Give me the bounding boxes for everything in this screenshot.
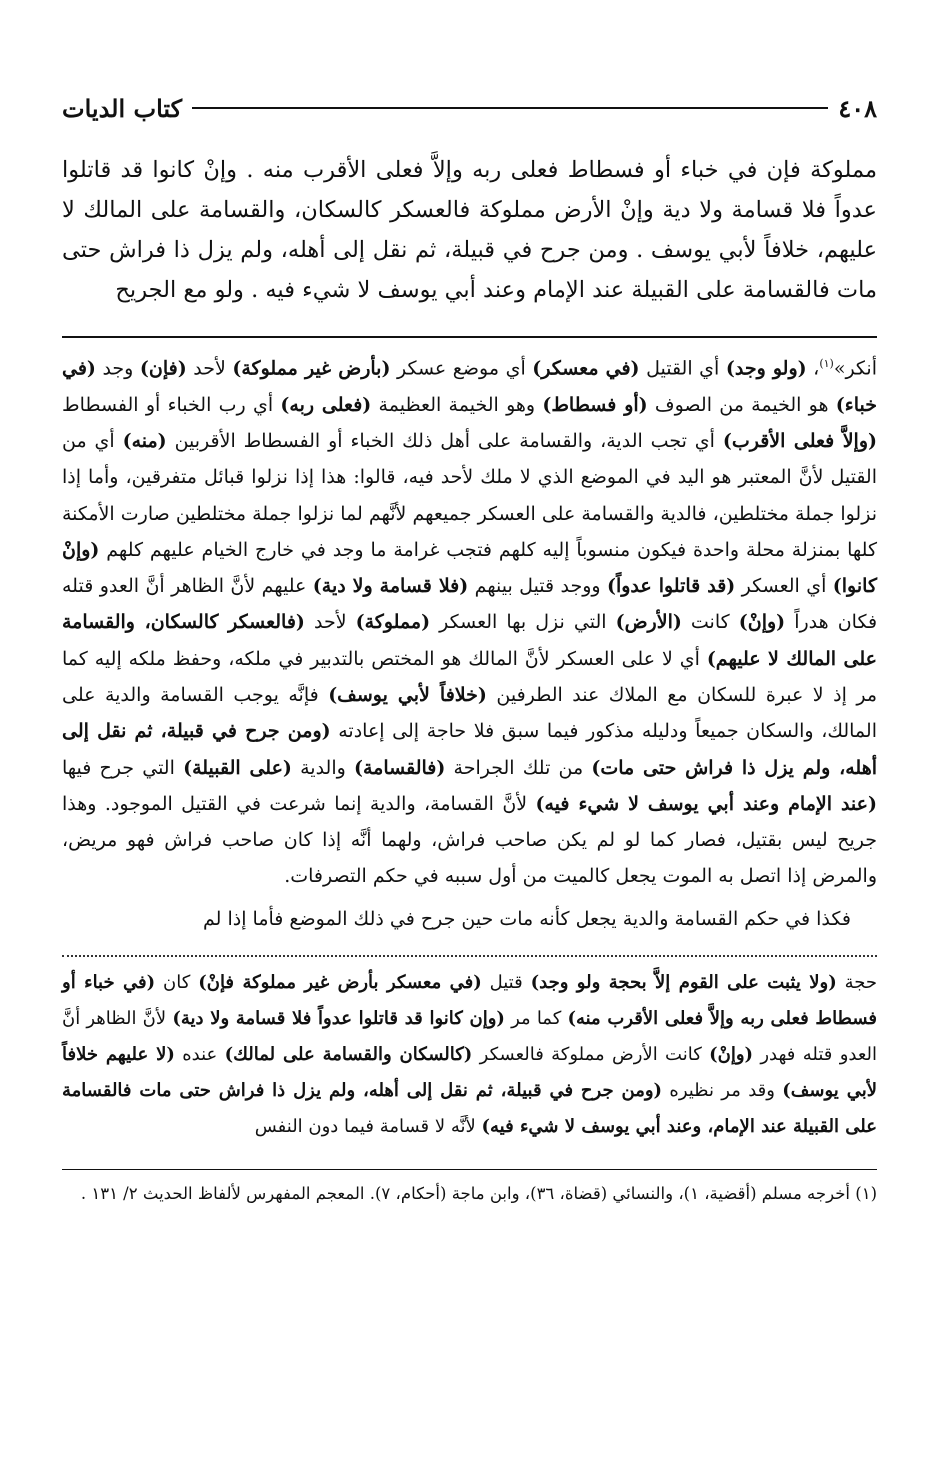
quoted-matn: (قد قاتلوا عدواً) [606,575,736,598]
main-commentary-separator [62,336,877,338]
quoted-matn: (ولا يثبت على القوم إلاَّ بحجة ولو وجد) [530,972,837,994]
quoted-matn: (منه) [122,429,167,452]
main-text [62,150,877,310]
quoted-matn: (فالقسامة) [354,756,446,779]
text-run: أي تجب الدية، والقسامة على أهل ذلك الخباء أو الفسطاط الأقربين [166,429,723,452]
text-run: أي رب الخباء أو الفسطاط [62,393,281,416]
text-run: ، [806,357,820,380]
quoted-matn: (الأرض) [615,611,682,634]
quoted-matn: (كالسكان والقسامة على لمالك) [224,1044,473,1066]
dotted-separator [62,955,877,957]
text-run: أي موضع عسكر [390,357,533,380]
header-rule [192,107,828,109]
quoted-matn: (ولو وجد) [725,357,807,380]
quoted-matn: (في خباء) [62,357,877,416]
page-number: ٤٠٨ [838,93,877,123]
quoted-matn: (أو فسطاط) [542,393,648,416]
quoted-matn: (وإنْ) [738,611,786,634]
commentary [62,346,877,937]
quoted-matn: (لا عليهم خلافاً لأبي يوسف) [62,1044,877,1102]
footnote-1: (١) أخرجه مسلم (أقضية، ١)، والنسائي (قضاة، ٣٦)، وابن ماجة (أحكام، ٧). المعجم المفهرس لألفاظ الحديث ٢/ ١٣١ . [80,1184,877,1204]
quoted-matn: (عند الإمام وعند أبي يوسف لا شيء فيه) [535,792,877,815]
gloss [62,965,877,1145]
gloss-paragraph [62,965,877,1145]
quoted-matn: (مملوكة) [355,611,431,634]
text-run: عليهم لأنَّ الظاهر أنَّ العدو قتله فكان هدراً [62,575,878,634]
text-run: قتيل [481,972,531,994]
quoted-matn: (فإن) [139,357,187,380]
text-run: حجة [836,972,878,994]
text-run: كان [155,972,199,994]
text-run: فإنَّه يوجب القسامة والدية على المالك، والسكان جميعاً ودليله مذكور فيما سبق فلا حاجة إلى إعادته [62,684,877,743]
quoted-matn: (وإن كانوا قد قاتلوا عدواً فلا قسامة ولا دية) [172,1008,505,1030]
quoted-matn: (وإلاَّ فعلى الأقرب) [722,429,877,452]
text-run: كما مر [504,1008,568,1030]
text-run: أي العسكر [735,575,833,598]
text-run: من تلك الجراحة [445,756,592,779]
quoted-matn: (ومن جرح في قبيلة، ثم نقل إلى أهله، ولم يزل ذا فراش حتى مات فالقسامة على القبيلة عند الإمام، وعند أبي يوسف لا شيء فيه) [62,1080,877,1138]
text-run: لأحد [304,611,356,634]
text-run: هو الخيمة من الصوف [647,393,836,416]
footnote-separator [62,1169,877,1170]
main-paragraph: مملوكة فإن في خباء أو فسطاط فعلى ربه وإلاَّ فعلى الأقرب منه . وإنْ كانوا قد قاتلوا عدواً فلا قسامة ولا دية وإنْ الأرض مملوكة فالعسكر كالسكان، والقسامة على المالك لا عليهم، خلافاً لأبي يوسف . ومن جرح في قبيلة، ثم نقل إلى أهله، ولم يزل ذا فراش حتى مات فالقسامة على القبيلة عند الإمام وعند أبي يوسف لا شيء فيه . ولو مع الجريح [62,157,877,303]
quoted-matn: (في خباء أو فسطاط فعلى ربه وإلاَّ فعلى الأقرب منه) [62,972,877,1030]
commentary-paragraph [62,346,877,895]
text-run: التي جرح فيها [62,756,184,779]
quoted-matn: (ومن جرح في قبيلة، ثم نقل إلى أهله، ولم يزل ذا فراش حتى مات) [62,720,878,779]
text-run: وهو الخيمة العظيمة [371,393,543,416]
quoted-matn: (بأرض غير مملوكة) [232,357,391,380]
book-page [62,88,877,1210]
quoted-matn: (وإنْ كانوا) [62,538,877,598]
quoted-matn: (على القبيلة) [183,756,292,779]
text-run: ووجد قتيل بينهم [468,575,607,598]
text-run: كانت الأرض مملوكة فالعسكر [472,1044,710,1066]
text-run: عنده [174,1044,225,1066]
quoted-matn: (خلافاً لأبي يوسف) [328,684,487,706]
quoted-matn: (فالعسكر كالسكان، والقسامة على المالك لا عليهم) [62,611,877,670]
text-run: وقد مر نظيره [662,1080,783,1102]
text-run: التي نزل بها العسكر [430,611,616,634]
quoted-matn: (فلا قسامة ولا دية) [312,575,469,598]
quoted-matn: (في معسكر بأرض غير مملوكة فإنْ) [198,972,482,994]
text-run: كانت [681,611,739,634]
quoted-matn: (فعلى ربه) [280,393,372,416]
quoted-matn: (في معسكر) [532,357,640,380]
text-run: لأنَّه لا قسامة فيما دون النفس [254,1116,482,1138]
footnote-ref: (١) [819,357,834,370]
commentary-paragraph-2: فكذا في حكم القسامة والدية يجعل كأنه مات حين جرح في ذلك الموضع فأما إذا لم [203,907,851,930]
text-run: والدية [291,756,354,779]
book-title: كتاب الديات [62,93,183,123]
text-run: لأحد [186,357,233,380]
quoted-matn: (وإنْ) [709,1044,754,1066]
text-run: أي القتيل [639,357,726,380]
text-run: لأنَّ الظاهر أنَّ العدو قتله فهدر [62,1008,878,1066]
text-run: وجد [95,357,140,380]
footnotes [62,1178,877,1210]
text-run: أي لا على العسكر لأنَّ المالك هو المختص بالتدبير في ملكه، وحفظ ملكه إليه كما مر إذ لا عبرة للسكان مع الملاك عند الطرفين [62,647,877,706]
text-run: لأنَّ القسامة، والدية إنما شرعت في القتيل الموجود. وهذا جريح ليس بقتيل، فصار كما لو لم يكن صاحب فراش، ولهما أنَّه إذا كان صاحب فراش فهو مريض، والمرض إذا اتصل به الموت يجعل كالميت من أول سببه في حكم التصرفات. [62,792,877,888]
text-run: أي من القتيل لأنَّ المعتبر هو اليد في الموضع الذي لا ملك لأحد فيه، قالوا: هذا إذا نزلوا قبائل متفرقين، وأما إذا نزلوا جملة مختلطين، فالدية والقسامة على العسكر جميعهم لأنَّهم لما نزلوا جملة مختلطين صارت الأمكنة كلها بمنزلة محلة واحدة فيكون منسوباً إليه كلهم فتجب غرامة ما وجد في خارج الخيام عليهم كلهم [62,429,877,561]
page-header [62,88,877,128]
text-run: أنكر» [833,357,877,380]
